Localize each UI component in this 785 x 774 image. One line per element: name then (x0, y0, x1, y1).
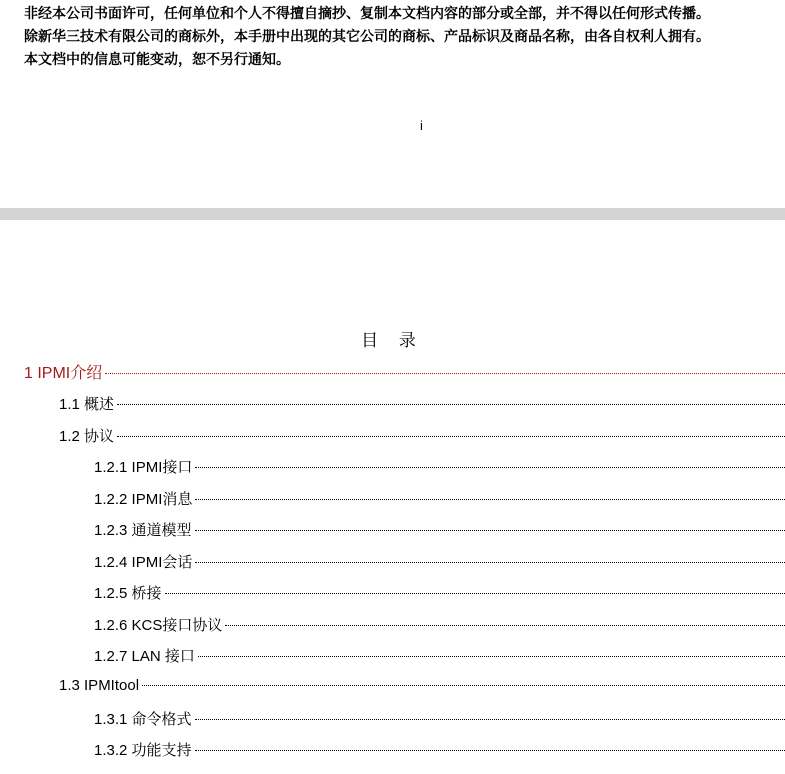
toc-entry-label: 1.3 IPMItool (59, 677, 140, 694)
toc-leader-dots (105, 373, 785, 374)
toc-leader-dots (117, 436, 785, 437)
toc-entry-label: 1.2.6 KCS接口协议 (94, 617, 223, 634)
toc-entry-label: 1.1 概述 (59, 396, 115, 413)
toc-entry-1-2-1[interactable] (94, 456, 785, 477)
toc-leader-dots (198, 656, 785, 657)
toc-entry-label: 1 IPMI介绍 (24, 365, 103, 382)
copyright-notice (24, 2, 774, 71)
toc-entry-label: 1.2.2 IPMI消息 (94, 491, 193, 508)
previous-page (0, 0, 785, 208)
toc-entry-1-3-1[interactable] (94, 708, 785, 729)
toc-entry-1-2-6[interactable] (94, 614, 785, 635)
toc-leader-dots (165, 593, 785, 594)
toc-leader-dots (195, 750, 785, 751)
toc-leader-dots (195, 562, 785, 563)
toc-entry-1-2-2[interactable] (94, 488, 785, 509)
toc-entry-1[interactable] (24, 360, 785, 383)
toc-leader-dots (195, 530, 785, 531)
toc-entry-label: 1.2.7 LAN 接口 (94, 648, 195, 665)
toc-leader-dots (195, 719, 785, 720)
toc-leader-dots (117, 404, 785, 405)
toc-entry-1-2-7[interactable] (94, 645, 785, 666)
toc-page (0, 220, 785, 774)
toc-entry-1-2[interactable] (59, 425, 785, 446)
toc-entry-label: 1.2.3 通道模型 (94, 522, 192, 539)
toc-leader-dots (142, 685, 785, 686)
toc-entry-1-2-4[interactable] (94, 551, 785, 572)
page-number: i (420, 118, 423, 133)
toc-entry-label: 1.2.4 IPMI会话 (94, 554, 193, 571)
toc-entry-label: 1.3.2 功能支持 (94, 742, 192, 759)
notice-line-1: 非经本公司书面许可，任何单位和个人不得擅自摘抄、复制本文档内容的部分或全部，并不得以任何形式传播。 (24, 5, 710, 21)
toc-entry-1-3-2[interactable] (94, 739, 785, 760)
toc-entry-label: 1.2.1 IPMI接口 (94, 459, 193, 476)
toc-entry-label: 1.2 协议 (59, 428, 115, 445)
toc-entry-label: 1.2.5 桥接 (94, 585, 162, 602)
toc-entry-1-3[interactable] (59, 677, 785, 694)
toc-leader-dots (195, 467, 785, 468)
toc-entry-1-2-5[interactable] (94, 582, 785, 603)
notice-line-3: 本文档中的信息可能变动，恕不另行通知。 (24, 51, 290, 67)
toc-entry-1-1[interactable] (59, 393, 785, 414)
toc-leader-dots (195, 499, 785, 500)
notice-line-2: 除新华三技术有限公司的商标外，本手册中出现的其它公司的商标、产品标识及商品名称，由各自权利人拥有。 (24, 28, 710, 44)
toc-title: 目 录 (361, 331, 424, 350)
toc-entry-label: 1.3.1 命令格式 (94, 711, 192, 728)
page-separator (0, 208, 785, 220)
toc-leader-dots (225, 625, 785, 626)
toc-entry-1-2-3[interactable] (94, 519, 785, 540)
